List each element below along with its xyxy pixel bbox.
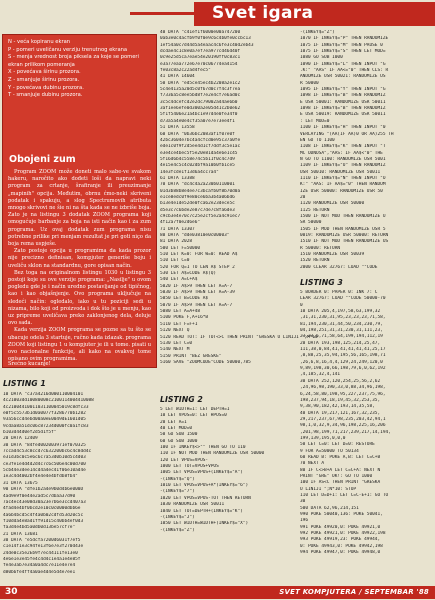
code-line: 5160 SAVE "ZOOMCODE"CODE 50000,785	[160, 359, 251, 365]
code-line: 30	[300, 499, 306, 505]
page-number: 30	[5, 587, 18, 597]
code-line: 5030 IF A$>9 THEN LET A=A-39	[160, 290, 235, 296]
code-line: 540 LET A=C+A$	[160, 277, 198, 283]
code-line: 71 DATA 13307	[160, 226, 195, 232]
code-line: 0019: RANDOMIZE USR 50000: RETURN	[300, 233, 389, 238]
code-line: .K:" "AAS" IF AA<="0" THEN CLS: R	[300, 68, 389, 74]
code-line: U LINIJI ";N*10: STOP	[300, 486, 357, 492]
code-line: 1120 RANDOMIZE USR 50000	[300, 201, 365, 207]
code-line: K:" "AAS: IF AA$="0" THEN RANDOM	[300, 182, 386, 188]
code-line: 993 POKE 49919,23: POKE 49944,	[300, 537, 381, 543]
code-line: -(INKEY$="Z")	[160, 527, 195, 533]
code-line: R 50000: RETURN	[300, 245, 341, 251]
page-header	[130, 2, 435, 26]
code-line: 30 DATA 252,120,254,25,56,2,62	[300, 378, 381, 384]
code-line: 3af1ee6efe0d300a2e05d41c2b0e62	[160, 106, 241, 112]
code-line: 7ccad4c53c8ccd7c632200bc6c4c8dd4c	[3, 449, 92, 455]
key-line: S - menja vrednost broja piksela za koje se pomeri ekran prilikom pomeranja	[8, 54, 139, 68]
sidebar-box	[2, 34, 157, 368]
code-line: fe03c8a2c22ad4fec5"	[160, 68, 211, 74]
code-line: 20 DATA 12409	[3, 436, 38, 442]
code-line: 510 LET C=0	[160, 258, 190, 264]
code-line: PRINT "GRE" OK!: GO TO 1000	[300, 473, 373, 479]
code-line: 1010 LET VPOS=VPOS+A*(INKEY$="6")	[160, 483, 249, 489]
code-line: 1000 LET TOT=VPOS+VPOS	[160, 464, 219, 470]
paragraph: Program ZOOM može doneti malo sabe-ve svakom hakeru, naročito ako dođeti loši da napravi neki program za crtanje, šrafiranje ili preuzimanje „mapinih" opcija. Međutim, obrnu ćmo-neki skriveni podatak i spakuju, a slog Spectrumovih atributa mnogo skrivovi ne šie ni na šta kada se ne izbriše boja. Zato je na listingu 3 dodatak ZOOM programa koji omogućuje barbanje za boja na isti način kao i za zum programa. Uz ovaj dodatak zum programa nisu potrebne prilike pri menjam rezultat je pri goti niço da boja rema uspješe.	[8, 169, 151, 248]
code-line: 51 DATA 13558	[160, 125, 195, 131]
code-line: 9,89,198,30,66,198,79,6,0,62,192	[300, 366, 386, 372]
code-line: 4e6e1e3e45fe4c4d4c1e4a1e4e85f	[3, 556, 81, 562]
code-line: 100 IF AS<C THEN PRINT "GRESKA	[300, 480, 381, 486]
key-line: P - pomeri uveličanu verziju trenutnog ekrana	[8, 46, 128, 53]
code-line: 1505 IF MOD THEN RANDOMIZE USR 5	[300, 226, 386, 232]
code-line: 24de0c35e2Eb9f7ec44111fe13e0	[3, 550, 78, 556]
code-line: ,201,98,199,71,217,239,217,14,194,	[300, 429, 391, 435]
code-line: 1510 IF NOT MOD THEN RANDOMIZE US	[300, 239, 389, 245]
code-line: 1510 RANDOMIZE USR 50039	[300, 252, 365, 258]
key-line: X - povećava širinu prozora.	[8, 69, 81, 76]
code-line: d80b6fe4ff4a0ae4d4e5d4e7ee1	[3, 569, 76, 575]
code-line: 1095 IF INKEY$="Y" THEN INPUT "G	[300, 87, 386, 93]
listing-2-continued-code	[300, 30, 394, 271]
code-line: 80 IF C<>B+A LET C=C+A: NEXT N	[300, 467, 381, 473]
code-line: 5070 IF A$>9 THEN LET A=A-7	[160, 302, 233, 308]
key-line: N - veća kopiranu ekran	[8, 39, 71, 45]
code-line: 1108 IF INKEY$="K" THEN INPUT "T	[300, 144, 386, 150]
code-line: 1005 LET VPOS=VPOS+(INKEY$="A")	[160, 470, 243, 476]
code-line: 30 DATA "e5dcfa7200d6031f7ef5	[3, 537, 81, 543]
listing-1-code	[3, 392, 94, 576]
code-line: 10 LET VPOS=0: LET HPOS=0	[160, 413, 227, 419]
code-line: ,24,96,98,190,33,0,88,34,96,198,	[300, 385, 386, 391]
code-line: 04,198,251,31,31,230,31,111,23,	[300, 328, 383, 334]
paragraph: Zato postoje opcija u programima da kada prozor nije precizno definisan, kompjuter generiše boju i uveliču sklon na standardnu, gore opisan način.	[8, 248, 151, 269]
code-line: 61 DATA 13388	[160, 175, 195, 181]
code-line: 4fad4e4bf0bcd2e10c0c0000dbb6e	[3, 506, 81, 512]
code-line: fe4e3ab7e34a0a4dc7e11e4e7e4	[3, 563, 76, 569]
section-title: Svet igara	[212, 3, 314, 23]
code-line: 1090 IF INKEY$="L" THEN INPUT "G	[300, 61, 386, 67]
code-line: 500 DATA 62,96,214,151	[300, 505, 359, 511]
code-line: 23,23,6,71,58,64,199,194,112,19	[300, 334, 383, 340]
code-line: 4ad9e9f0e44e2ad5c7dbaa37d90	[3, 493, 76, 499]
code-line: d73a5a4e0e4cf35a07e7e73ee4f1	[160, 118, 235, 124]
code-line: 5120 NEXT Q	[160, 328, 190, 334]
code-line: 530 LET A$=CODE A$(Q)	[160, 271, 217, 277]
code-line: 5130 LET C=0	[160, 340, 193, 346]
code-line: USR 50010: RANDOMIZE USR 50011	[300, 169, 381, 175]
code-line: c9cb3e4e70c7c25e2cf5e2a4c91ec7	[160, 213, 241, 219]
code-line: 50 GO SUB 1500	[160, 432, 198, 438]
code-line: 1098 IF INKEY$="B" THEN RANDOMIZ	[300, 93, 386, 99]
code-line: 40 DATA 19,217,121,167,32,235,	[300, 410, 381, 416]
code-line: 5110 LET F=F+1	[160, 321, 198, 327]
code-line: 5 LET WIDTH=1: LET DEPTH=1	[160, 407, 230, 412]
code-line: e3e4ce4bec5f5e20e81da4e6e1c45	[160, 150, 238, 156]
code-line: 81 DATA 2028	[160, 239, 193, 245]
code-line: 0c9e25d5ca7eae54e20190ff0c83c1	[160, 55, 241, 61]
code-line: 01d3b88b8e4ee7c3bcafb0f8b70d0a	[160, 188, 241, 194]
code-line: 42bc3604e7bc4a4cfcd0e95c37a0fe	[160, 137, 241, 143]
code-line: 100 IF INKEY$<>"" THEN GO TO 110	[160, 445, 246, 451]
code-line: 1075 IF INKEY$="S" THEN LET MOD=	[300, 49, 386, 55]
code-line: 14e3fcde1f13d6a4cc7a4"	[160, 169, 219, 175]
listing-2-title: LISTING 2	[160, 395, 203, 404]
code-line: 994 POKE 49947,0: POKE 49948,0	[300, 550, 381, 556]
code-line: ,0,88,25,35,94,195,56,165,198,71	[300, 353, 386, 359]
code-line: 1040 LET TOT=DEPTH+(INKEY$="K")	[160, 508, 243, 514]
code-line: MC ODNOSA","AAS: IF AA$<"0" THE	[300, 150, 383, 156]
code-line: 50 DATA "ed5ce45ec4b2208a2e1c2	[160, 80, 241, 86]
code-line: 20 DATA 193,198,125,214,25,47,	[300, 340, 381, 346]
listing-1-continued-code	[160, 30, 318, 366]
code-line: 30 DATA "84fed002003971ef070325	[3, 442, 86, 448]
code-line: 520 FOR Q=1 TO LEN A$ STEP 2	[160, 264, 235, 270]
code-line: N GO TO 1100: RANDOMIZE USR 5001	[300, 156, 386, 162]
code-line: 60 READ B: POKE A,B: LET C=C+B	[300, 454, 381, 460]
paragraph: Bez toga na originalnom listingu 1030 u listingu 3 postoji koje su ove verzije programa: „Nasilje" u ovom pogledu gde je i način uredno postavljanje od tipičnog, kao i kao objašnjenje. Ovo programa uključuje na sledeći način: ogledalo, iako u tu poziciji sedi u nizama, bilo koji od proizvoda i dok što je u menju, kao uz pripreme uveličava preko zaklonjenog dela, deluje ovo sada.	[8, 269, 151, 327]
code-line: f10dda4e8ad1ff91d15c40bb4ef0d3	[3, 518, 84, 524]
code-line: 1e3c4d4002bf4e4e4e4bfdb8fb4"	[3, 474, 78, 480]
code-line: 41 DATA 14604	[160, 74, 195, 80]
code-line: 60 GO SUB 1000	[160, 438, 198, 444]
code-line: 1125 RETURN	[300, 207, 330, 213]
code-line: 5 BORDER 0: PAPER 0: INK 7: C	[300, 290, 378, 295]
code-line: c1e14f1e3c94fe13f6e7e3f270d43e	[3, 544, 84, 550]
code-line: 990 POKE 50040,136: POKE 50041,	[300, 512, 383, 518]
code-line: 93a56ccd4ebd00a0eE0049dE1601d05	[3, 417, 86, 423]
page-footer	[0, 583, 435, 600]
code-line: 0: POKE 49943,0: POKE 49942,198	[300, 543, 383, 549]
listing-1-title: LISTING 1	[3, 379, 46, 388]
code-line: ce3fe1e4d4d2d4c7c6c506e4c00d700	[3, 461, 86, 467]
code-line: 1020 LET VPOS=VPOS-TOT THEN RETURN	[160, 495, 251, 501]
header-ribbon	[130, 12, 194, 15]
code-line: 4a6b4bcd5c4f4a0b02cdfd53d20c5c	[3, 512, 84, 518]
code-line: 4f12a7f0e2d6e6"	[160, 220, 201, 226]
code-line: fa3d4e4bd5a0db0d13be57cf7e"	[3, 525, 76, 531]
code-line: 510 LET K=0: FOR W=0: READ A$	[160, 252, 238, 258]
code-line: 5150 PRINT "BEZ GRESKE"	[160, 353, 222, 359]
code-line: VERLAYING "(AA(IF AA)0 OR AA)255 TH	[300, 131, 394, 137]
code-line: 70 DATA "dc4c4a2a230b0110001	[160, 182, 235, 188]
code-line: 1100 IF INKEY$="H" THEN INPUT "0	[300, 125, 386, 131]
code-line: SR 50000	[300, 220, 322, 226]
code-line: 4e15e4c5c4c02dbf9a10b0fb1ce5	[160, 163, 235, 169]
code-line: 3c5c4dcefcd2e2dc79002a44ae6b0	[160, 99, 238, 105]
code-line: 0	[300, 302, 303, 308]
code-line: 1050 LET WIDTH=WIDTH+(INKEY$="X")	[160, 521, 249, 527]
code-line: 1070 IF INKEY$="P" THEN RANDOMIZE	[300, 36, 389, 42]
code-line: 500 LET F=50000	[160, 245, 201, 251]
article-heading: Obojeni zum	[9, 154, 76, 165]
code-line: -(INKEY$="7")	[160, 489, 195, 495]
code-line: 991 POKE 49920,0: POKE 49921,0	[300, 524, 381, 530]
code-line: 1075 IF INKEY$="M" THEN PAUSE 0	[300, 42, 383, 48]
listing-3-title: LISTING 3	[300, 278, 343, 287]
code-line: b13e4e1de52de0fca62e23dece5c	[160, 201, 235, 207]
code-line: 110 IF NOT MOD THEN RANDOMIZE USR 50000	[160, 451, 265, 457]
code-line: 10 DATA "c37a4216d000110004101	[3, 392, 84, 397]
code-line: 9 FOR A=50000 TO 50134	[300, 448, 359, 454]
code-line: b103d44d0ef2d5d1f5f"	[3, 430, 57, 436]
code-line: EN GO TO 1100	[300, 137, 335, 143]
code-line: ,31,31,230,31,95,23,23,23,71,58,	[300, 315, 386, 321]
key-line: T - smanjuje dubinu prozora.	[8, 92, 83, 99]
code-line: 20	[300, 194, 306, 200]
code-line: 5020 IF A$>9 THEN LET A=A-7	[160, 283, 233, 289]
code-line: 60 DATA "0b36bc2083af1f07e0f	[160, 131, 235, 137]
code-line: 5f1f5406e21a4bc1e97d4e0fe34f0	[160, 112, 238, 118]
code-line: 5140 NEXT M	[160, 347, 190, 353]
code-line: ede1c0f9f2d5ee4d1cf7ddf3c5e1ac	[160, 144, 241, 150]
code-line: 111,38,0,84,41,41,41,41,41,25,17	[300, 347, 386, 353]
code-line: 992 POKE 49921,0: POKE 49922,198	[300, 531, 386, 537]
code-line: dcdae4c1c8e0a7ef7ea977cd46d40f	[160, 49, 241, 55]
key-line: Y - povećava dubinu prozora.	[8, 84, 84, 91]
code-line: 31 DATA 13675	[3, 480, 38, 486]
code-line: : LET MOD=0	[300, 118, 330, 124]
magazine-issue: SVET KOMPJUTERA / SEPTEMBAR '88	[279, 588, 429, 596]
code-line: IZE USR 50000: RANDOMIZE USR 50	[300, 188, 383, 194]
code-line: 21 DATA 13681	[3, 531, 38, 537]
code-line: 5050 LET B=CODE A$	[160, 296, 209, 302]
code-line: 81,194,230,31,44,50,234,230,79,	[300, 321, 383, 327]
code-line: 29,217,237,67,98,235,203,42,94,1	[300, 416, 386, 422]
code-line: e0f5c5573b1d0a0077f3286770b1282	[3, 411, 86, 417]
code-line: -(INKEY$="Q")	[160, 476, 195, 482]
code-line: 1110 IF INKEY$="N" THEN INPUT "O	[300, 175, 386, 181]
code-line: 7ac4ec43e08d30a23e7b6e3ccd407a3	[3, 499, 86, 505]
code-line: 0ab3e0c4acfb9f0f0e9c6c4b0fe0ccbc13	[160, 36, 251, 42]
code-line: 196	[300, 518, 309, 524]
code-line: 90 DATA "dfe1b2a4e9b0d4b6e000D	[3, 487, 84, 493]
code-line: 5cb44e3dee14cd4a4ec41f06e10ad4e	[3, 468, 86, 474]
code-line: 1098 IF INKEY$="B" THEN RANDOMIZ	[300, 106, 386, 112]
code-line: 10 DATA 205,4,197,58,63,199,32	[300, 309, 381, 315]
code-line: -(INKEY$="Z")	[300, 30, 335, 35]
code-line: 1109 IF INKEY$="U" THEN RANDOMIZ	[300, 163, 386, 169]
listing-3-code	[300, 290, 391, 556]
key-line: Z - smanjuje širinu prozora.	[8, 76, 80, 83]
code-line: 70 NEXT A	[300, 461, 325, 467]
code-line: 9cdaa8a51dc06c87234d000fc0a1fc83	[3, 423, 89, 429]
code-line: e31d3bc0c5e6c6c7a53d0b10d5c4d03	[3, 455, 86, 461]
code-line: 5c4e4135a20d5c0f67d0c7f4c3f7ea	[160, 87, 241, 93]
code-line: 6,24,58,80,198,95,227,237,75,96,	[300, 391, 386, 397]
code-line: 50 LET C=0: LET D=0: RESTORE	[300, 442, 375, 448]
code-line: 110 LET D=D+1: LET C=C-E+1: GO TO	[300, 493, 389, 498]
code-line: 1500 IF NOT MOD THEN RANDOMIZE U	[300, 213, 386, 219]
code-line: 199,139,195,0,0,0	[300, 435, 346, 441]
code-line: 4c21004410011031100045019c8dfc33	[3, 404, 89, 410]
code-line: R 50000	[300, 80, 319, 86]
code-line: ,4,185,32,4,141	[300, 372, 341, 378]
code-line: 9,38,90,182,42,193,14,35,58,	[300, 404, 375, 410]
code-line: 80 DATA "dde03810e0c00003"	[160, 233, 230, 238]
code-line: ,26,6,8,16,4,4,129,24,249,120,0	[300, 359, 383, 365]
code-line: 40 DATA "c41ef1f6000e00a747200	[160, 30, 241, 35]
code-line: 5120 READ TOT: IF TOT<>C THEN PRINT "GRESKA U LINIJI ";M*10	[160, 334, 318, 340]
paragraph: Kada verzija ZOOM programa se pozne sa tu što se ubacuje odela 3 startuje, ručno kada izlazak. programa ZOOM koji listingu 1 u kompjuter je ili u tome. pisati u ovo nacionalne funkcije, ali kako na ovakvoj tome opisano ovim programima.	[8, 327, 151, 363]
code-line: e1ce8edc0f9e80ce6ba3b4a06bd6	[160, 194, 235, 200]
code-line: 5100 POKE F,A+16*B	[160, 315, 209, 321]
signature: Srećno kucanje!	[8, 361, 51, 367]
code-line: 5f16d6b4c558e74c5b11f0c4c7d9	[160, 156, 235, 162]
code-line: 5080 LET A=A+48	[160, 309, 201, 315]
code-line: 1080 GO SUB 1000	[300, 55, 343, 61]
code-line: 120 LET VPOS=VPOS-	[160, 457, 209, 463]
code-line: f7336a5c8ee5bd8f7e2e4cf7e6ad0c	[160, 93, 241, 99]
code-line: 2000 CLEAR 32767: LOAD ""CODE	[300, 264, 378, 270]
code-line: -(INKEY$="J")	[160, 514, 195, 520]
code-line: 40 LET MOD=0	[160, 426, 193, 432]
code-line: E USR 50019: RANDOMIZE USR 50011	[300, 112, 386, 118]
code-line: ANDOMIZE USR 50021: RANDOMIZE US	[300, 74, 386, 80]
code-line: 4c21003dd10080008c2100114004410088	[3, 398, 94, 404]
article-body	[8, 169, 151, 363]
code-line: 198,237,94,18,19,45,32,253,35,	[300, 397, 381, 403]
code-line: 98,1,0,32,9,34,96,198,225,16,206	[300, 423, 386, 429]
listing-2-code	[160, 407, 264, 534]
code-line: E USR 50001: RANDOMIZE USR 50011	[300, 99, 386, 105]
code-line: d5e3c7c6bde2e87c7de7c8fa6de3	[160, 207, 235, 213]
code-line: 20 LET A=1	[160, 419, 187, 425]
code-line: 1030 RANDOMIZE USR 50011	[160, 502, 225, 508]
code-line: e3a77eaa772e67e70c06774ea4154	[160, 61, 238, 67]
code-line: 1ef54a0c7d44d5a4eaac4c6fe3c40d2eb43	[160, 42, 254, 48]
code-line: 1520 RETURN	[300, 258, 330, 264]
code-line: LEAR 32767: LOAD ""CODE 50000-70	[300, 296, 386, 302]
key-list	[8, 39, 151, 100]
